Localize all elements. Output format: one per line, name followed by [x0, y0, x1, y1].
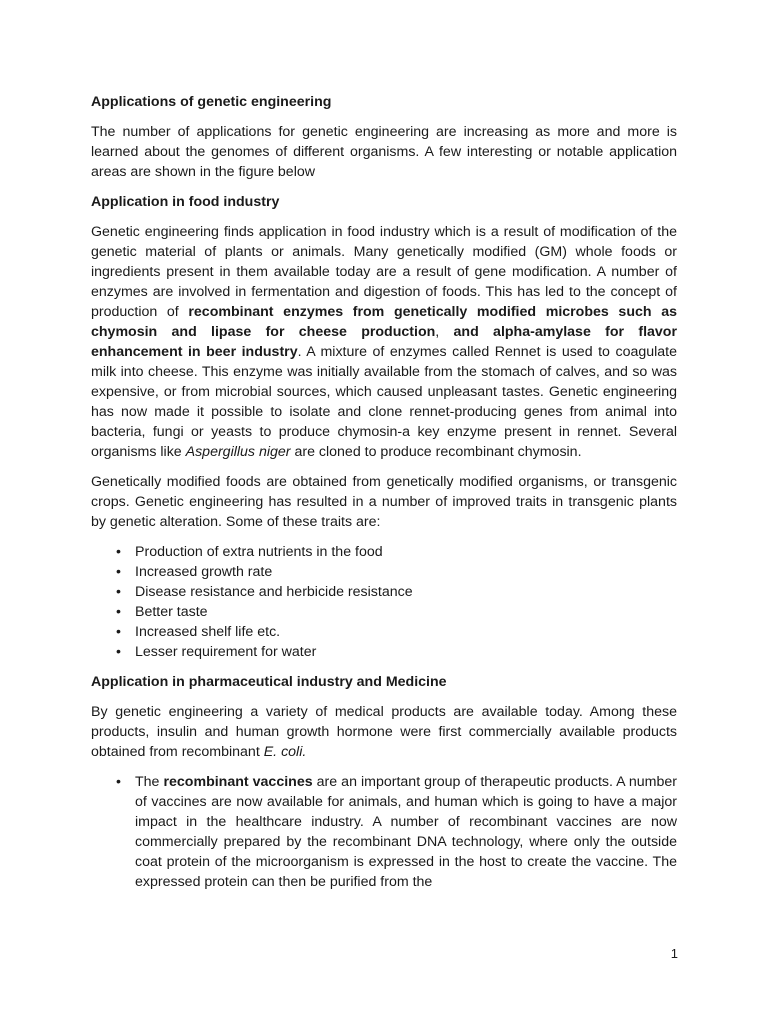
traits-list — [91, 542, 677, 662]
food-p1-text-e: . A mixture of enzymes called Rennet is used to coagulate milk into cheese. This enzyme was initially available from the stomach of calves, and so was expensive, or from microbial sources, which caused unpleasant tastes. Genetic engineering has now made it possible to isolate and clone rennet-producing genes from animal into bacteria, fungi or yeasts to produce chymosin-a key enzyme present in rennet. Several organisms like — [91, 344, 678, 460]
vaccine-bold-b: recombinant vaccines — [163, 774, 313, 790]
vaccine-text-c: are an important group of therapeutic products. A number of vaccines are now available for animals, and human which is going to have a major impact in the healthcare industry. A number of recombinant vaccines are now commercially prepared by the recombinant DNA technology, where only the outside coat protein of the microorganism is expressed in the host to create the vaccine. The expressed protein can then be purified from the — [135, 774, 678, 890]
food-p1-text-g: are cloned to produce recombinant chymosin. — [290, 444, 582, 460]
list-item — [91, 772, 677, 892]
list-item: • Better taste — [91, 602, 677, 622]
list-item: • Increased shelf life etc. — [91, 622, 677, 642]
food-industry-heading: Application in food industry — [91, 194, 280, 210]
page-number: 1 — [670, 946, 678, 961]
list-item: • Increased growth rate — [91, 562, 677, 582]
pharma-heading: Application in pharmaceutical industry and Medicine — [91, 674, 447, 690]
pharma-p1-text-a: By genetic engineering a variety of medical products are available today. Among these products, insulin and human growth hormone were first commercially available products obtained from recombinant — [91, 704, 677, 760]
pharma-paragraph-1 — [91, 702, 677, 762]
list-item: • Disease resistance and herbicide resistance — [91, 582, 677, 602]
document-title: Applications of genetic engineering — [91, 94, 332, 110]
food-paragraph-2: Genetically modified foods are obtained from genetically modified organisms, or transgenic crops. Genetic engineering has resulted in a number of improved traits in transgenic plants by genetic alteration. Some of these traits are: — [91, 474, 677, 530]
pharma-p1-italic-b: E. coli. — [263, 744, 307, 760]
food-p1-text-a: Genetic engineering finds application in food industry which is a result of modification of the genetic material of plants or animals. Many genetically modified (GM) whole foods or ingredients present in them available today are a result of gene modification. A number of enzymes are involved in fermentation and digestion of foods. This has led to the concept of production of — [91, 224, 677, 320]
food-p1-bold-d: and alpha-amylase for flavor enhancement in beer industry — [91, 324, 677, 360]
vaccine-text-a: The — [135, 774, 164, 790]
list-item: • Lesser requirement for water — [91, 642, 677, 662]
food-p1-text-c: , — [435, 324, 454, 340]
list-item: • Production of extra nutrients in the food — [91, 542, 677, 562]
food-p1-italic-f: Aspergillus niger — [185, 444, 291, 460]
food-p1-bold-b: recombinant enzymes from genetically modified microbes such as chymosin and lipase for cheese production — [91, 304, 677, 340]
pharma-list — [91, 772, 677, 892]
food-paragraph-1 — [91, 222, 677, 462]
intro-paragraph: The number of applications for genetic engineering are increasing as more and more is learned about the genomes of different organisms. A few interesting or notable application areas are shown in the figure below — [91, 124, 677, 180]
